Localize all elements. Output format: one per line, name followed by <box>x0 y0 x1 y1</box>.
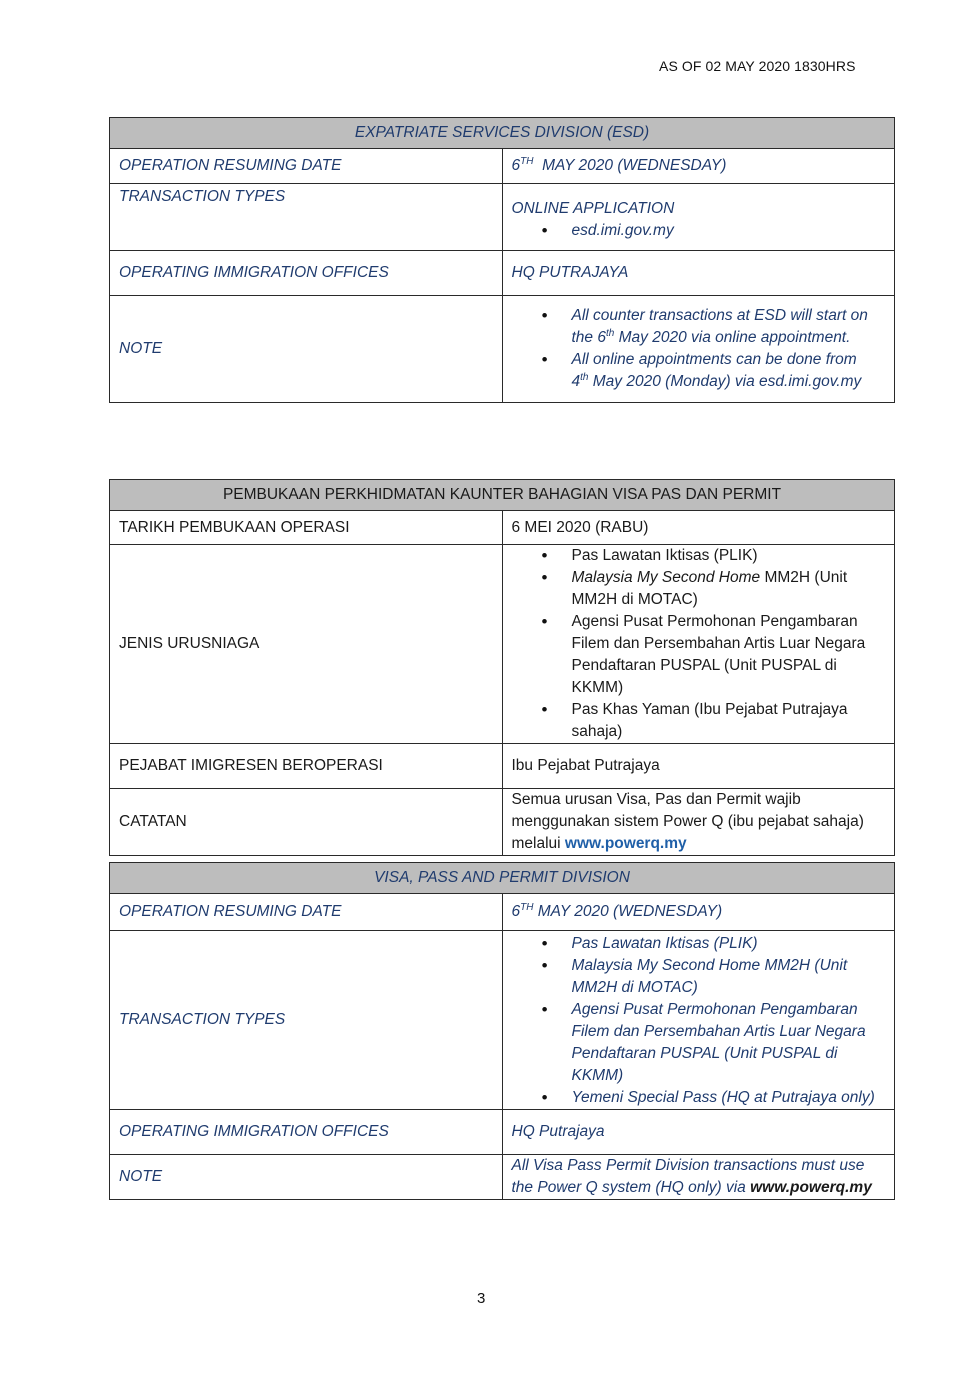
esd-table <box>109 117 895 403</box>
vpp-type-item: • Yemeni Special Pass (HQ at Putrajaya only) <box>572 1087 882 1109</box>
vpp-title: VISA, PASS AND PERMIT DIVISION <box>110 863 895 894</box>
esd-transaction-types-label: TRANSACTION TYPES <box>110 184 503 251</box>
bvpp-offices-value: Ibu Pejabat Putrajaya <box>502 744 895 789</box>
bvpp-type-item: • Malaysia My Second Home MM2H (Unit MM2H di MOTAC) <box>572 567 882 611</box>
esd-online-link: • esd.imi.gov.my <box>572 220 886 242</box>
esd-offices-value: HQ PUTRAJAYA <box>502 251 895 296</box>
vpp-resume-date-value: 6TH MAY 2020 (WEDNESDAY) <box>502 894 895 931</box>
bvpp-types-label: JENIS URUSNIAGA <box>110 545 503 744</box>
esd-note-item: • All online appointments can be done from 4th May 2020 (Monday) via esd.imi.gov.my <box>572 349 878 393</box>
bvpp-date-value: 6 MEI 2020 (RABU) <box>502 511 895 545</box>
vpp-types-value <box>502 931 895 1110</box>
bvpp-note-value: Semua urusan Visa, Pas dan Permit wajib menggunakan sistem Power Q (ibu pejabat sahaja) melalui www.powerq.my <box>502 789 895 856</box>
vpp-table <box>109 862 895 1200</box>
bvpp-offices-label: PEJABAT IMIGRESEN BEROPERASI <box>110 744 503 789</box>
esd-transaction-types-value: ONLINE APPLICATION • esd.imi.gov.my <box>502 184 895 251</box>
bvpp-type-item: • Agensi Pusat Permohonan Pengambaran Filem dan Persembahan Artis Luar Negara Pendaftaran PUSPAL (Unit PUSPAL di KKMM) <box>572 611 882 699</box>
vpp-note-label: NOTE <box>110 1155 503 1200</box>
esd-note-value <box>502 296 895 403</box>
bvpp-type-item: • Pas Lawatan Iktisas (PLIK) <box>572 545 882 567</box>
vpp-type-item: • Pas Lawatan Iktisas (PLIK) <box>572 933 882 955</box>
as-of-timestamp: AS OF 02 MAY 2020 1830HRS <box>659 58 856 74</box>
vpp-type-item: • Malaysia My Second Home MM2H (Unit MM2H di MOTAC) <box>572 955 882 999</box>
vpp-offices-label: OPERATING IMMIGRATION OFFICES <box>110 1110 503 1155</box>
vpp-types-label: TRANSACTION TYPES <box>110 931 503 1110</box>
esd-resume-date-value: 6TH MAY 2020 (WEDNESDAY) <box>502 149 895 184</box>
esd-offices-label: OPERATING IMMIGRATION OFFICES <box>110 251 503 296</box>
esd-title: EXPATRIATE SERVICES DIVISION (ESD) <box>110 118 895 149</box>
powerq-link[interactable]: www.powerq.my <box>564 835 687 852</box>
page-number: 3 <box>477 1290 486 1307</box>
bvpp-note-label: CATATAN <box>110 789 503 856</box>
vpp-resume-date-label: OPERATION RESUMING DATE <box>110 894 503 931</box>
esd-note-label: NOTE <box>110 296 503 403</box>
powerq-link[interactable]: www.powerq.my <box>750 1179 872 1196</box>
bvpp-date-label: TARIKH PEMBUKAAN OPERASI <box>110 511 503 545</box>
esd-resume-date-label: OPERATION RESUMING DATE <box>110 149 503 184</box>
esd-note-item: • All counter transactions at ESD will start on the 6th May 2020 via online appointment. <box>572 305 878 349</box>
bvpp-table <box>109 479 895 856</box>
bvpp-title: PEMBUKAAN PERKHIDMATAN KAUNTER BAHAGIAN VISA PAS DAN PERMIT <box>110 480 895 511</box>
vpp-type-item: • Agensi Pusat Permohonan Pengambaran Filem dan Persembahan Artis Luar Negara Pendaftaran PUSPAL (Unit PUSPAL di KKMM) <box>572 999 882 1087</box>
vpp-note-value: All Visa Pass Permit Division transactions must use the Power Q system (HQ only) via www.powerq.my <box>502 1155 895 1200</box>
bvpp-type-item: • Pas Khas Yaman (Ibu Pejabat Putrajaya sahaja) <box>572 699 882 743</box>
vpp-offices-value: HQ Putrajaya <box>502 1110 895 1155</box>
bvpp-types-value <box>502 545 895 744</box>
